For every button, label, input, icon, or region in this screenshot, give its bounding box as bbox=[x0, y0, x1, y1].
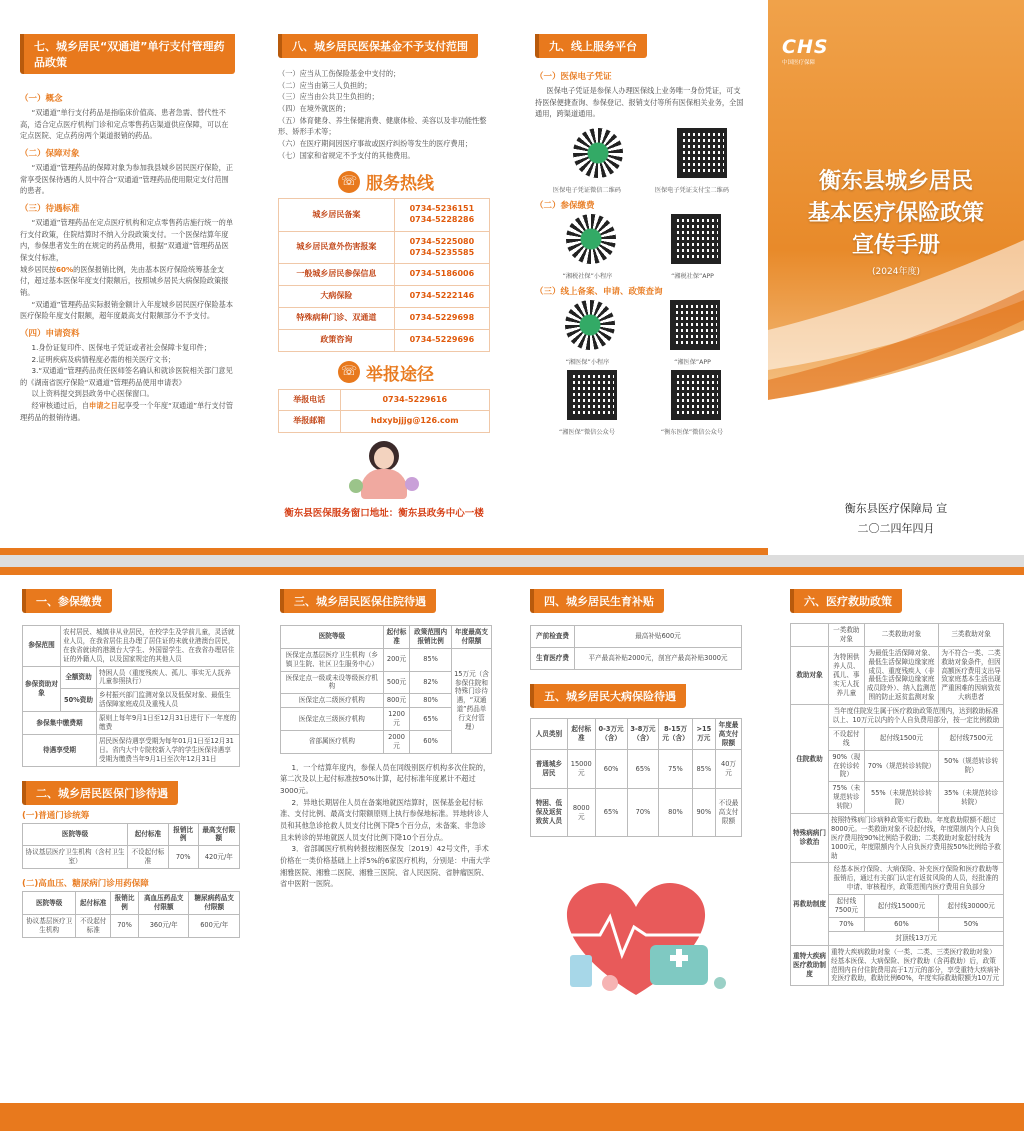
phone-icon: ☏ bbox=[338, 361, 360, 383]
s2-heading-1: (一)普通门诊统筹 bbox=[22, 810, 90, 821]
s9-para-1: 医保电子凭证是参保人办理医保线上业务唯一身份凭证，可支持医保便捷查询、参保登记、报销支付等所有医保相关业务，全国通用，跨渠道通用。 bbox=[535, 86, 744, 119]
qr-caption: 医保电子凭证支付宝二维码 bbox=[654, 186, 730, 194]
hotline-name: 一般城乡居民参保信息 bbox=[279, 264, 395, 286]
report-name: 举报邮箱 bbox=[279, 411, 341, 433]
cover-issuer: 衡东县医疗保障局 宣 bbox=[844, 502, 948, 515]
outpatient-table-1: 医院等级 起付标准 报销比例 最高支付限额 协议基层医疗卫生机构（含村卫生室） 不设起付标准 70% 420元/年 bbox=[22, 823, 240, 870]
hotline-name: 城乡居民意外伤害报案 bbox=[279, 231, 395, 264]
s8-list-item: （一）应当从工伤保险基金中支付的； bbox=[278, 69, 401, 78]
s8-list-item: （二）应当由第三人负担的； bbox=[278, 80, 372, 90]
s9-heading-3: （三）线上备案、申请、政策查询 bbox=[535, 286, 663, 297]
s8-list-item: （六）在医疗期间因医疗事故或医疗纠纷等发生的医疗费用； bbox=[278, 138, 473, 148]
qr-code-icon[interactable] bbox=[565, 300, 615, 350]
qr-code-icon[interactable] bbox=[671, 370, 721, 420]
s8-list-item: （五）体育健身、养生保健消费、健康体检、美容以及非功能性整形、矫形手术等； bbox=[278, 115, 487, 137]
qr-caption: 医保电子凭证微信二维码 bbox=[552, 186, 621, 194]
qr-row-1 bbox=[535, 128, 745, 194]
s7-para-2: “双通道”管理药品的保障对象为参加我县城乡居民医疗保险，正常享受医保待遇的人员中符合“双通道”管理药品使用限定支付范围的患者。 bbox=[20, 162, 234, 196]
s7-para-4: “双通道”管理药品实际报销金额计入年度城乡居民医疗保险基本医疗保险年度支付限额，超年度最高支付限额部分不予支付。 bbox=[20, 299, 234, 321]
report-value[interactable]: hdxybjjjg@126.com bbox=[340, 411, 490, 433]
chs-logo: CHS 中国医疗保障 bbox=[782, 36, 829, 66]
inpatient-table: 医院等级 起付标准 政策范围内报销比例 年度最高支付限额 医保定点基层医疗卫生机构（乡镇卫生院、社区卫生服务中心） 200元 85% 15万元（含参保住院和特殊门诊待遇，“双通道”药品单行支付管理） 医保定点一级或未设等级医疗机构 500元 82% 医保定点二级医疗机构 800元 80% 医保定点三级医疗机构 1200元 65% 省部属医疗机构 2000元 60% bbox=[280, 625, 492, 754]
hotline-name: 政策咨询 bbox=[279, 329, 395, 351]
s7-heading-3: （三）待遇标准 bbox=[20, 203, 80, 214]
report-name: 举报电话 bbox=[279, 389, 341, 411]
medical-aid-table: 一类救助对象 二类救助对象 三类救助对象 救助对象 为特困供养人员、孤儿、事实无人抚养儿童 为最低生活保障对象、最低生活保障边缘家庭成员、重度残疾人（非最低生活保障边缘家庭成员除外）、纳入监测范围的防止返贫监测对象 为不符合一类、二类救助对象条件，但因高额医疗费用支出导致家庭基本生活出现严重困难的因病致贫大病患者 住院救助 当年度住院发生属于医疗救助政策范围内，达到救助标准以上、10万元以内的个人自负费用部分，按一定比例救助 不设起付线 起付线1500元 起付线7500元 90%（现在转诊转院） 70%（规范转诊转院） 50%（规范转诊转院） 75%（未规范转诊转院） 55%（未规范转诊转院） 35%（未规范转诊转院） 特殊病病门诊救治 按照特殊病门诊病种政策实行救助。年度救助限额不超过8000元。一类救助对象不设起付线，年度限制内个人自负医疗费用按90%比例给予救助；二类救助对象起付线为1000元，年度限额内个人自负医疗费用按50%比例给予救助 再救助制度 经基本医疗保险、大病保险、补充医疗保险和医疗救助等报销后，通过有关部门认定有返贫风险的人员，经批准的申请、审核程序，政策范围内医疗费用自负部分 起付线7500元 起付线15000元 起付线30000元 70% 60% 50% 封顶线13万元 重特大疾病医疗救助制度 重特大疾病救助对象（一类、二类、三类医疗救助对象）经基本医保、大病保险、医疗救助（含再救助）后，政策范围内自付住院费用高于1万元的部分，享受重特大疾病补充医疗救助，救助比例60%，年度实际救助限额为10万元 bbox=[790, 623, 1004, 986]
report-table bbox=[278, 389, 490, 434]
qr-caption: “湘税社保”小程序 bbox=[562, 272, 613, 280]
s7-list-5: 经审核通过后，自申请之日起享受一个年度“双通道”单行支付管理药品的报销待遇。 bbox=[20, 401, 234, 422]
hotline-phone[interactable]: 0734-5186006 bbox=[394, 264, 489, 286]
qr-code-icon[interactable] bbox=[677, 128, 727, 178]
report-value[interactable]: 0734-5229616 bbox=[340, 389, 490, 411]
section-7 bbox=[20, 0, 235, 555]
qr-caption: “衡东医保”微信公众号 bbox=[660, 428, 724, 436]
s7-heading-2: （二）保障对象 bbox=[20, 148, 80, 159]
brochure-front bbox=[0, 0, 1024, 555]
s2-heading-2: (二)高血压、糖尿病门诊用药保障 bbox=[22, 879, 149, 890]
enrollment-table: 参保范围 农村居民、城镇非从业居民，在校学生及学前儿童，灵活就业人员，在我省居住且办理了居住证的未就业港澳台居民，在我省就读的港澳台大学生、外国留学生、在我省办理居住证的外籍人员，以及国家规定的其他人员 参保资助对象 全额资助 特困人员（重度残疾人、孤儿、事实无人抚养儿童参照执行） 50%资助 乡村振兴部门监测对象以及低保对象、最低生活保障家庭成员及重残人员 参保集中缴费期 原则上每年9月1日至12月31日进行下一年度的缴费 待遇享受期 居民医保待遇享受期为每年01月1日至12月31日。省内大中专院校新入学的学生医保待遇享受期为缴费当年9月1日至次年12月31日 bbox=[22, 625, 240, 767]
hotline-phone[interactable]: 0734-5229698 bbox=[394, 308, 489, 330]
report-header bbox=[338, 360, 490, 385]
qr-caption: “湘医保”小程序 bbox=[565, 358, 610, 366]
s7-list-4: 以上资料提交到县政务中心医保窗口。 bbox=[31, 389, 154, 399]
qr-row-3 bbox=[535, 300, 745, 366]
s7-list-3: 3.“双通道”管理药品责任医师签名确认和就诊医院相关部门意见的《湖南省医疗保险“双通道”管理药品使用申请表》 bbox=[20, 366, 233, 387]
s8-list-item: （七）国家和省规定不予支付的其他费用。 bbox=[278, 150, 415, 160]
critical-illness-table: 人员类别 起付标准 0-3万元（含） 3-8万元（含） 8-15万元（含） >15万元 年度最高支付限额 普通城乡居民 15000元 60% 65% 75% 85% 40万元 特困、低保及返贫致贫人员 8000元 65% 70% 80% 90% 不设最高支付限额 bbox=[530, 718, 742, 837]
s8-list-item: （三）应当由公共卫生负担的； bbox=[278, 92, 379, 102]
hotline-row bbox=[279, 286, 490, 308]
section-3 bbox=[280, 567, 492, 1131]
section-3-title: 三、城乡居民医保住院待遇 bbox=[280, 589, 436, 613]
qr-caption: “湘医保”APP bbox=[674, 358, 711, 366]
doctor-illustration bbox=[349, 439, 419, 501]
maternity-table: 产前检查费 最高补贴600元 生育医疗费 平产最高补贴2000元，剖宫产最高补贴3000元 bbox=[530, 625, 742, 670]
cover-waves bbox=[768, 0, 1024, 555]
qr-code-icon[interactable] bbox=[573, 128, 623, 178]
section-1-2 bbox=[22, 567, 240, 1131]
qr-code-icon[interactable] bbox=[671, 214, 721, 264]
hotline-table bbox=[278, 198, 490, 351]
qr-caption: “湘税社保”APP bbox=[671, 272, 714, 280]
s8-list-item: （四）在境外就医的； bbox=[278, 103, 350, 113]
qr-code-icon[interactable] bbox=[567, 370, 617, 420]
section-7-title: 七、城乡居民“双通道”单行支付管理药品政策 bbox=[20, 34, 235, 74]
hotline-name: 城乡居民备案 bbox=[279, 199, 395, 232]
s7-list-1: 1.身份证复印件、医保电子凭证或者社会保障卡复印件； bbox=[31, 342, 211, 352]
s7-list-2: 2.证明疾病及病情程度必需的相关医疗文书； bbox=[31, 354, 175, 364]
hotline-row bbox=[279, 264, 490, 286]
s7-heading-4: （四）申请资料 bbox=[20, 328, 80, 339]
hotline-name: 大病保险 bbox=[279, 286, 395, 308]
brochure-back bbox=[0, 567, 1024, 1131]
s7-para-1: “双通道”单行支付药品是指临床价值高、患者急需、替代性不高，适合定点医疗机构门诊和定点零售药店渠道供应保障，可以在定点医院、定点药房两个渠道报销的药品。 bbox=[20, 108, 229, 141]
section-4-5 bbox=[530, 567, 742, 1131]
service-address: 衡东县医保服务窗口地址：衡东县政务中心一楼 bbox=[284, 508, 484, 520]
section-2-title: 二、城乡居民医保门诊待遇 bbox=[22, 781, 178, 805]
outpatient-table-2: 医院等级 起付标准 报销比例 高血压药品支付限额 糖尿病药品支付限额 协议基层医疗卫生机构 不设起付标准 70% 360元/年 600元/年 bbox=[22, 891, 240, 938]
s3-note-2: 2．异地长期居住人员在备案地就医结算时，医保基金起付标准、支付比例、最高支付限额原则上执行参保地标准。异地转诊人员和其他急诊抢救人员支付比例下降5个百分点，未备案、非急诊且未转诊的异地就医人员支付比例下降10个百分点。 bbox=[280, 797, 489, 842]
report-title: 举报途径 bbox=[366, 364, 434, 385]
hotline-row bbox=[279, 231, 490, 264]
qr-row-2 bbox=[535, 214, 745, 280]
section-5-title: 五、城乡居民大病保险待遇 bbox=[530, 684, 686, 708]
qr-code-icon[interactable] bbox=[670, 300, 720, 350]
section-6-title: 六、医疗救助政策 bbox=[790, 589, 902, 613]
hotline-phone[interactable]: 0734-5229696 bbox=[394, 329, 489, 351]
report-row bbox=[279, 411, 490, 433]
cover-title: 衡东县城乡居民 基本医疗保险政策 宣传手册 (2024年度) bbox=[807, 169, 984, 277]
section-8 bbox=[278, 0, 490, 555]
s3-note-1: 1．一个结算年度内，参保人员在同级别医疗机构多次住院的，第二次及以上起付标准按50%计算，起付标准年度累计不超过3000元。 bbox=[280, 762, 491, 796]
cover-panel bbox=[768, 0, 1024, 555]
hotline-phone[interactable]: 0734-5225080 0734-5235585 bbox=[394, 231, 489, 264]
section-4-title: 四、城乡居民生育补贴 bbox=[530, 589, 664, 613]
s7-para-3: “双通道”管理药品在定点医疗机构和定点零售药店施行统一的单行支付政策，住院结算时不纳入分段政策支付。一个医保结算年度内，参保患者发生的在规定的药品费用，根据“双通道”管理药品医保支付标准， bbox=[20, 217, 234, 262]
section-9-title: 九、线上服务平台 bbox=[535, 34, 647, 58]
phone-icon: ☏ bbox=[338, 171, 360, 193]
hotline-name: 特殊病种门诊、双通道 bbox=[279, 308, 395, 330]
qr-code-icon[interactable] bbox=[566, 214, 616, 264]
s9-heading-2: （二）参保缴费 bbox=[535, 200, 595, 211]
hotline-header bbox=[338, 169, 490, 194]
cover-date: 二〇二四年四月 bbox=[857, 522, 935, 535]
section-1-title: 一、参保缴费 bbox=[22, 589, 112, 613]
section-8-title: 八、城乡居民医保基金不予支付范围 bbox=[278, 34, 478, 58]
section-9 bbox=[535, 0, 745, 555]
s7-heading-1: （一）概念 bbox=[20, 94, 63, 104]
section-6 bbox=[790, 567, 1004, 1131]
hotline-row bbox=[279, 329, 490, 351]
hotline-row bbox=[279, 199, 490, 232]
s7-para-3b: 城乡居民按60%的医保报销比例，先由基本医疗保险统筹基金支付，超过基本医保年度支付限额后，按照城乡居民大病保险政策报销。 bbox=[20, 264, 229, 297]
hotline-phone[interactable]: 0734-5222146 bbox=[394, 286, 489, 308]
s9-heading-1: （一）医保电子凭证 bbox=[535, 72, 612, 82]
hotline-phone[interactable]: 0734-5236151 0734-5228286 bbox=[394, 199, 489, 232]
heart-medical-illustration bbox=[530, 855, 742, 1005]
hotline-row bbox=[279, 308, 490, 330]
qr-caption: “湘医保”微信公众号 bbox=[559, 428, 615, 436]
report-row bbox=[279, 389, 490, 411]
s8-list bbox=[278, 68, 490, 161]
qr-row-4 bbox=[535, 370, 745, 436]
hotline-title: 服务热线 bbox=[366, 174, 434, 195]
s3-note-3: 3．省部属医疗机构转报按湘医保发〔2019〕42号文件，手术价格在一类价格基础上上浮5%的6家医疗机构，分别是：中南大学湘雅医院、湘雅二医院、湘雅三医院、省人民医院、省肿瘤医院、省中医附一医院。 bbox=[280, 844, 491, 889]
